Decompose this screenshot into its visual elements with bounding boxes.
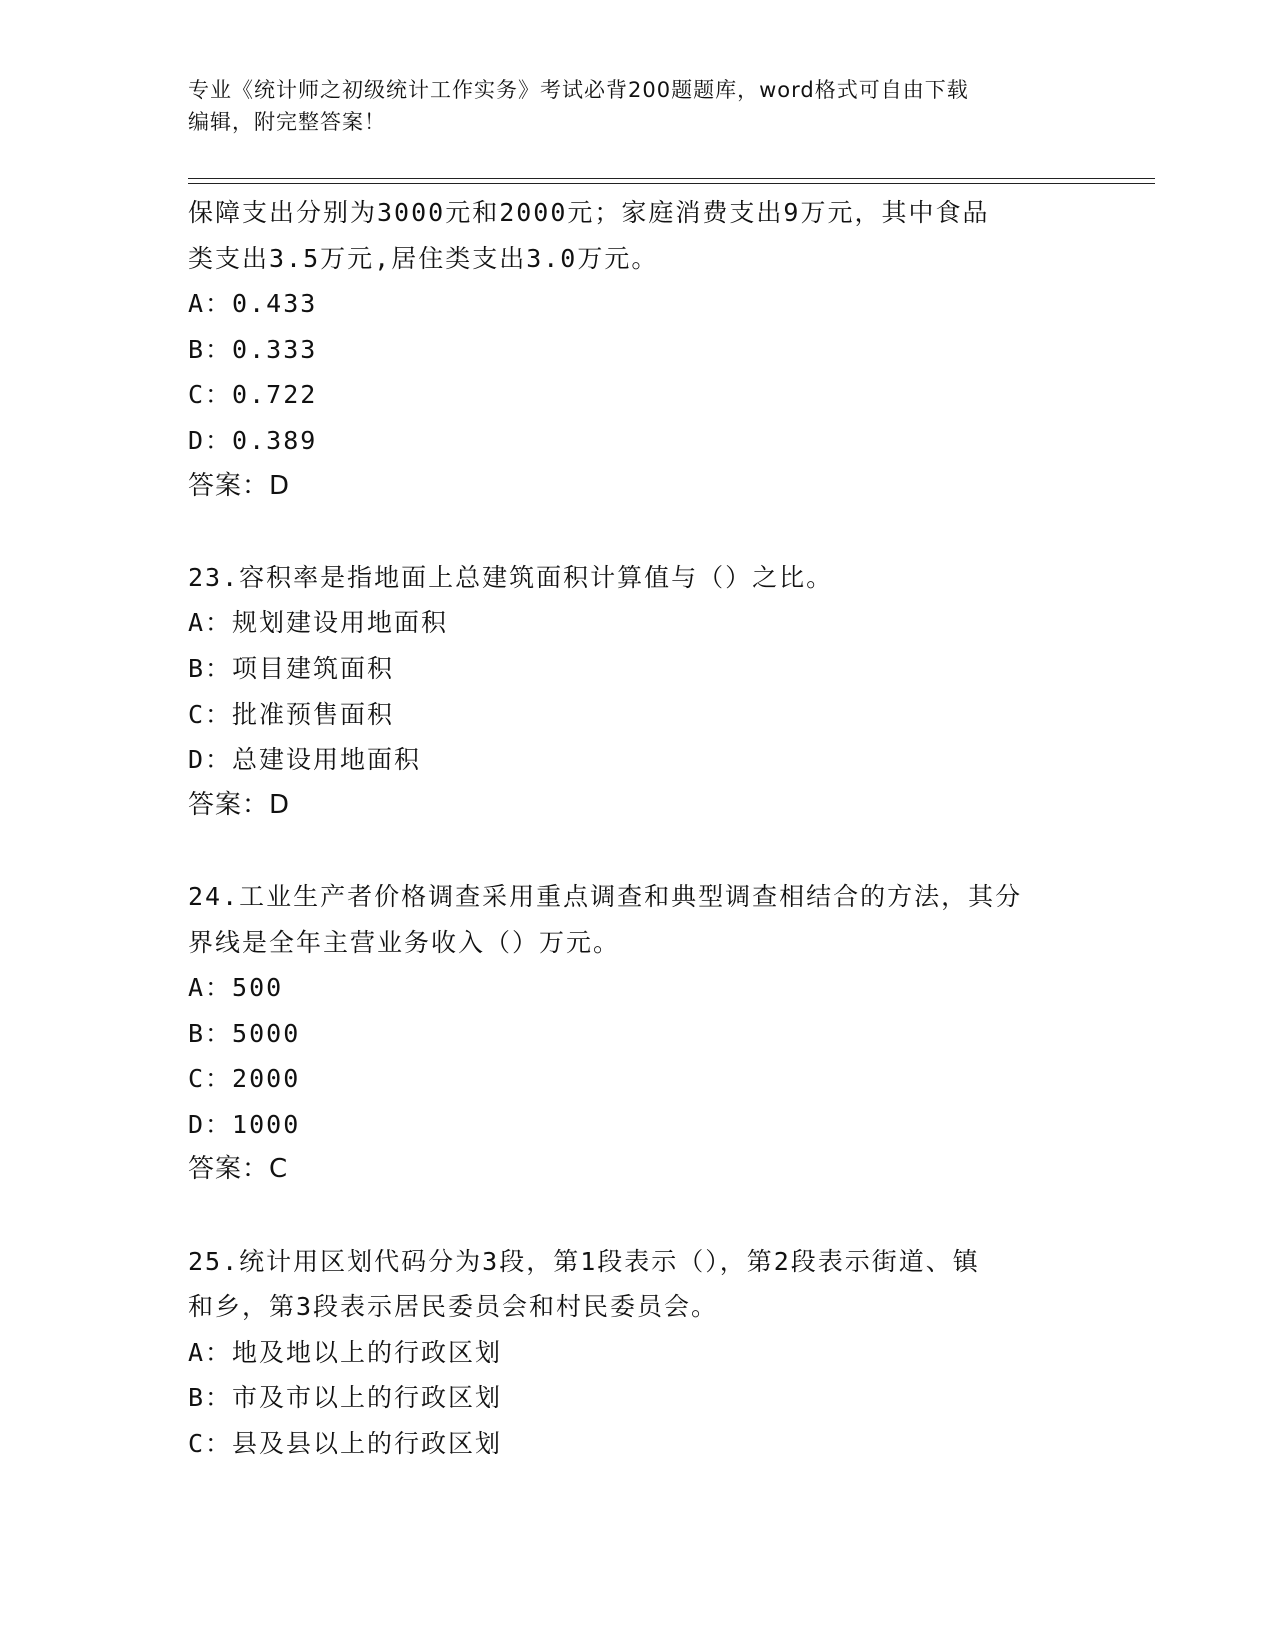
header-divider-bottom [188,183,1155,184]
option-d: D：0.389 [188,425,318,455]
option-c: C：批准预售面积 [188,699,395,729]
question-22 [188,190,1108,509]
question-stem-line: 23.容积率是指地面上总建筑面积计算值与（）之比。 [188,562,834,592]
option-b: B：5000 [188,1018,301,1048]
option-b: B：项目建筑面积 [188,653,395,683]
answer-line: 答案：D [188,470,291,501]
question-spacer [188,509,1108,555]
option-b: B：0.333 [188,334,318,364]
option-a: A：500 [188,973,284,1003]
option-d: D：1000 [188,1109,301,1139]
option-a: A：0.433 [188,289,318,319]
header-divider-top [188,178,1155,179]
question-stem-line: 24.工业生产者价格调查采用重点调查和典型调查相结合的方法，其分 [188,881,1023,911]
question-stem-line: 和乡，第3段表示居民委员会和村民委员会。 [188,1292,719,1322]
option-d: D：总建设用地面积 [188,745,422,775]
option-c: C：0.722 [188,380,318,410]
question-spacer [188,828,1108,874]
question-23 [188,555,1108,829]
option-b: B：市及市以上的行政区划 [188,1383,503,1413]
option-a: A：规划建设用地面积 [188,608,449,638]
answer-line: 答案：D [188,789,291,820]
header-title-line-1: 专业《统计师之初级统计工作实务》考试必背200题题库，word格式可自由下载 [188,78,969,102]
document-header [188,74,1088,138]
option-a: A：地及地以上的行政区划 [188,1337,503,1367]
option-c: C：2000 [188,1064,301,1094]
question-24 [188,874,1108,1193]
answer-line: 答案：C [188,1154,289,1185]
question-spacer [188,1193,1108,1239]
header-title-line-2: 编辑，附完整答案！ [188,110,386,134]
question-25 [188,1239,1108,1467]
option-c: C：县及县以上的行政区划 [188,1429,503,1459]
question-stem-line: 保障支出分别为3000元和2000元；家庭消费支出9万元，其中食品 [188,198,990,227]
question-stem-line: 类支出3.5万元,居住类支出3.0万元。 [188,243,659,273]
question-stem-line: 25.统计用区划代码分为3段，第1段表示（），第2段表示街道、镇 [188,1246,980,1276]
document-body [188,190,1108,1467]
question-stem-line: 界线是全年主营业务收入（）万元。 [188,927,621,957]
